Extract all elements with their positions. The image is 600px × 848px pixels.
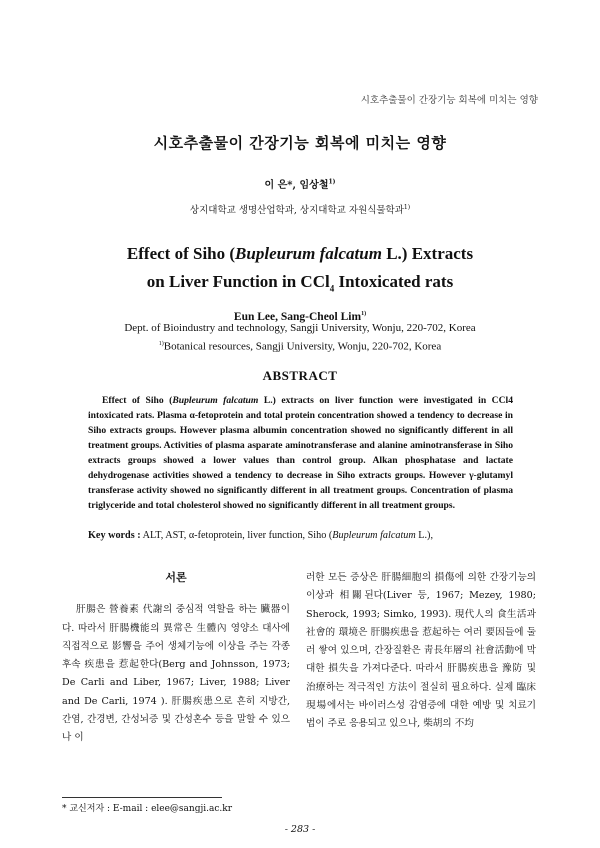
- intro-left-text: 肝腸은 營養素 代謝의 중심적 역할을 하는 臟器이다. 따라서 肝腸機能의 異常은 生體內 영양소 대사에 직접적으로 影響을 주어 생체기능에 이상을 주는 각종 후속 疾患을 惹起한다(Berg and Johnsson, 1973; De Carli and Liber, 1967; Liver, 1988; Liver and De Carli, 1974 ). 肝腸疾患으로 흔히 지방간, 간염, 간경변, 간성뇌증 및 간성혼수 등을 말할 수 있으나 이: [62, 604, 290, 744]
- abstract-body: [88, 393, 513, 513]
- keywords-text: ALT, AST, α-fetoprotein, liver function, Siho (: [140, 530, 333, 541]
- english-title-1a: Effect of Siho (: [126, 244, 236, 263]
- english-author-sup: 1): [361, 311, 367, 318]
- korean-authors: [0, 176, 600, 191]
- footnote: * 교신저자 : E-mail : elee@sangji.ac.kr: [62, 804, 233, 814]
- intro-right-column: [306, 569, 536, 734]
- english-affiliation-1: Dept. of Bioindustry and technology, Sangji University, Wonju, 220-702, Korea: [124, 322, 476, 334]
- page-number: - 283 -: [284, 824, 316, 835]
- english-title-line2: [0, 268, 600, 302]
- english-affiliation-2-line: [0, 336, 600, 355]
- intro-left-column: [62, 569, 290, 748]
- korean-author-sup: 1): [328, 178, 336, 186]
- english-title-line1: [0, 240, 600, 268]
- english-affiliations: [0, 320, 600, 355]
- english-title-2sub: 4: [329, 283, 335, 294]
- english-title-2b: Intoxicated rats: [334, 272, 454, 291]
- korean-title: 시호추출물이 간장기능 회복에 미치는 영향: [153, 134, 447, 152]
- abstract-text: L.) extracts on liver function were investigated in CCl4 intoxicated rats. Plasma α-fetoprotein and total protein concentration showed a tendency to decrease in Siho extracts groups. However plasma albumin concentration showed no significantly different in all treatment groups. Activities of plasma asparate aminotransferase and alanine aminotransferase in Siho extracts groups showed a lower values than control group. Alkan phosphatase and lactate dehydrogenase activities showed a tendency to decrease in Siho extracts groups. However γ-glutamyl transferase activity showed no significantly different in all treatment groups. Concentration of plasma triglyceride and total cholesterol showed no significantly different in all treatment groups.: [88, 395, 514, 511]
- footnote-rule: [62, 797, 222, 798]
- keywords-end: L.),: [415, 530, 433, 541]
- running-header: 시호추출물이 간장기능 회복에 미치는 영향: [360, 95, 538, 106]
- abstract-lead-italic: Bupleurum falcatum: [172, 395, 259, 406]
- intro-right-text: 러한 모든 증상은 肝腸細胞의 損傷에 의한 간장기능의 이상과 相關된다(Liver 등, 1967; Mezey, 1980; Sherock, 1993; Simko, 1993). 現代人의 食生活과 社會的 環境은 肝腸疾患을 惹起하는 여러 要因들에 둘러 쌓여 있으며, 간장질환은 靑長年層의 社會活動에 막대한 損失을 가져다준다. 따라서 肝腸疾患을 豫防 및 治療하는 적극적인 方法이 절실히 필요하다. 실제 臨床現場에서는 바이러스성 감염증에 대한 예방 및 치료기법이 주로 응용되고 있으나, 柴胡의 不均: [306, 572, 536, 730]
- korean-affiliation-sup: 1): [403, 203, 411, 211]
- abstract-lead: Effect of Siho (: [102, 395, 173, 406]
- english-title-2a: on Liver Function in CCl: [146, 272, 330, 291]
- abstract-heading: ABSTRACT: [262, 368, 338, 383]
- keywords-italic: Bupleurum falcatum: [332, 530, 416, 541]
- keywords-label: Key words :: [88, 530, 141, 541]
- korean-affiliations: [0, 202, 600, 216]
- english-title-1b: L.) Extracts: [381, 244, 474, 263]
- english-title-1i: Bupleurum falcatum: [235, 244, 382, 263]
- korean-affiliation-text: 상지대학교 생명산업학과, 상지대학교 자원식물학과: [189, 205, 404, 216]
- korean-author-names: 이 은*, 임상철: [264, 180, 329, 191]
- english-affiliation-2-sup: 1): [158, 341, 164, 347]
- english-author-names: Eun Lee, Sang-Cheol Lim: [233, 311, 362, 323]
- keywords: [88, 530, 528, 541]
- intro-heading: 서론: [165, 571, 187, 584]
- english-title: [0, 240, 600, 302]
- english-affiliation-2: Botanical resources, Sangji University, Wonju, 220-702, Korea: [163, 340, 442, 353]
